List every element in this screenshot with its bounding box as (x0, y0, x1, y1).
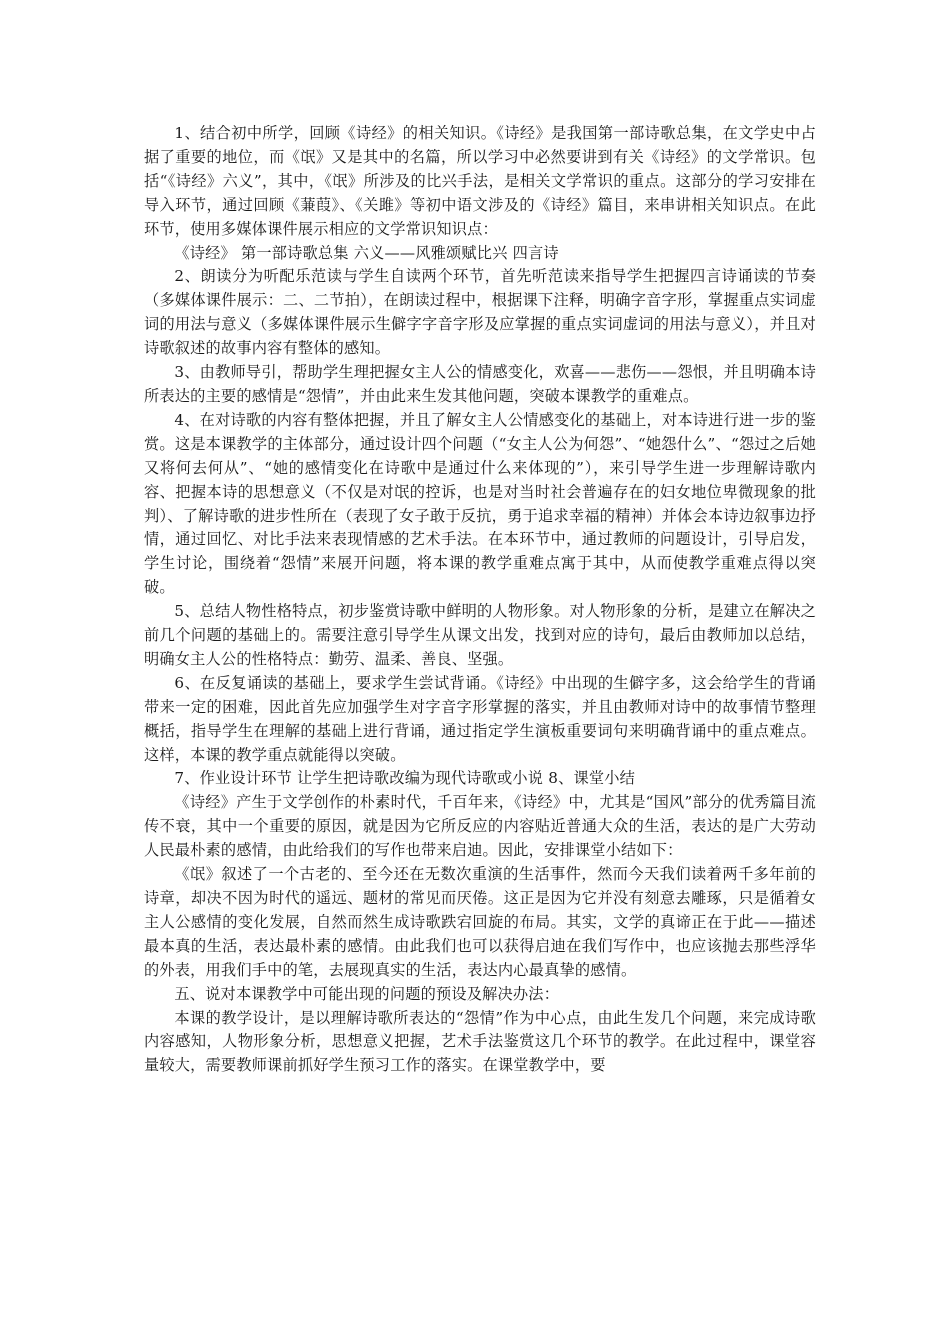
paragraph-11: 五、说对本课教学中可能出现的问题的预设及解决办法： (174, 984, 560, 1003)
paragraph-10: 《氓》叙述了一个古老的、至今还在无数次重演的生活事件，然而今天我们读着两千多年前的诗章，却决不因为时代的遥远、题材的常见而厌倦。这正是因为它并没有刻意去雕琢，只是循着女主人公感情的变化发展，自然而然生成诗歌跌宕回旋的布局。其实，文学的真谛正在于此——描述最本真的生活，表达最朴素的感情。由此我们也可以获得启迪在我们写作中，也应该抛去那些浮华的外表，用我们手中的笔，去展现真实的生活，表达内心最真挚的感情。 (144, 865, 816, 979)
paragraph-7: 6、在反复诵读的基础上，要求学生尝试背诵。《诗经》中出现的生僻字多，这会给学生的背诵带来一定的困难，因此首先应加强学生对字音字形掌握的落实，并且由教师对诗中的故事情节整理概括，指导学生在理解的基础上进行背诵，通过指定学生演板重要词句来明确背诵中的重点难点。这样，本课的教学重点就能得以突破。 (144, 673, 816, 764)
document-body (144, 122, 816, 1078)
paragraph-4: 3、由教师导引，帮助学生理把握女主人公的情感变化，欢喜——悲伤——怨恨，并且明确本诗所表达的主要的感情是“怨情”，并由此来生发其他问题，突破本课教学的重难点。 (144, 363, 816, 405)
paragraph-2: 《诗经》 第一部诗歌总集 六义——风雅颂赋比兴 四言诗 (174, 243, 559, 262)
paragraph-3: 2、朗读分为听配乐范读与学生自读两个环节，首先听范读来指导学生把握四言诗诵读的节奏（多媒体课件展示：二、二节拍），在朗读过程中，根据课下注释，明确字音字形，掌握重点实词虚词的用法与意义（多媒体课件展示生僻字字音字形及应掌握的重点实词虚词的用法与意义），并且对诗歌叙述的故事内容有整体的感知。 (144, 267, 816, 358)
paragraph-8: 7、作业设计环节 让学生把诗歌改编为现代诗歌或小说 8、课堂小结 (174, 769, 636, 788)
paragraph-5: 4、在对诗歌的内容有整体把握，并且了解女主人公情感变化的基础上，对本诗进行进一步的鉴赏。这是本课教学的主体部分，通过设计四个问题（“女主人公为何怨”、“她怨什么”、“怨过之后她又将何去何从”、“她的感情变化在诗歌中是通过什么来体现的”），来引导学生进一步理解诗歌内容、把握本诗的思想意义（不仅是对氓的控诉，也是对当时社会普遍存在的妇女地位卑微现象的批判）、了解诗歌的进步性所在（表现了女子敢于反抗，勇于追求幸福的精神）并体会本诗边叙事边抒情，通过回忆、对比手法来表现情感的艺术手法。在本环节中，通过教师的问题设计，引导启发，学生讨论，围绕着“怨情”来展开问题，将本课的教学重难点寓于其中，从而使教学重难点得以突破。 (144, 410, 816, 597)
paragraph-6: 5、总结人物性格特点，初步鉴赏诗歌中鲜明的人物形象。对人物形象的分析，是建立在解决之前几个问题的基础上的。需要注意引导学生从课文出发，找到对应的诗句，最后由教师加以总结，明确女主人公的性格特点：勤劳、温柔、善良、坚强。 (144, 602, 816, 668)
paragraph-9: 《诗经》产生于文学创作的朴素时代，千百年来，《诗经》中，尤其是“国风”部分的优秀篇目流传不衰，其中一个重要的原因，就是因为它所反应的内容贴近普通大众的生活，表达的是广大劳动人民最朴素的感情，由此给我们的写作也带来启迪。因此，安排课堂小结如下： (144, 793, 816, 860)
paragraph-1: 1、结合初中所学，回顾《诗经》的相关知识。《诗经》是我国第一部诗歌总集，在文学史中占据了重要的地位，而《氓》又是其中的名篇，所以学习中必然要讲到有关《诗经》的文学常识。包括“《诗经》六义”，其中，《氓》所涉及的比兴手法，是相关文学常识的重点。这部分的学习安排在导入环节，通过回顾《蒹葭》、《关雎》等初中语文涉及的《诗经》篇目，来串讲相关知识点。在此环节，使用多媒体课件展示相应的文学常识知识点： (144, 124, 816, 238)
paragraph-12: 本课的教学设计，是以理解诗歌所表达的“怨情”作为中心点，由此生发几个问题，来完成诗歌内容感知，人物形象分析，思想意义把握，艺术手法鉴赏这几个环节的教学。在此过程中，课堂容量较大，需要教师课前抓好学生预习工作的落实。在课堂教学中，要 (144, 1008, 816, 1075)
